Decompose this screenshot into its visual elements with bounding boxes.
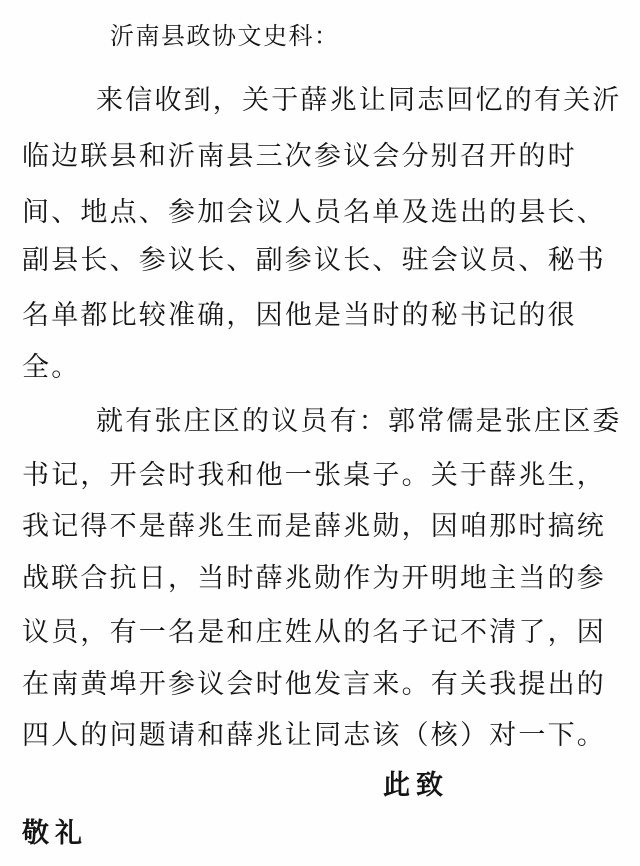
paragraph2-line-4: 战联合抗日，当时薛兆勋作为开明地主当的参 [22, 563, 606, 594]
paragraph2-line-1: 就有张庄区的议员有：郭常儒是张庄区委 [96, 406, 622, 437]
closing: 此致 [383, 770, 449, 801]
salutation: 沂南县政协文史科： [110, 22, 340, 50]
regards: 敬礼 [22, 818, 88, 849]
paragraph2-line-7: 四人的问题请和薛兆让同志该（核）对一下。 [22, 720, 606, 751]
paragraph2-line-2: 书记，开会时我和他一张桌子。关于薛兆生， [22, 460, 606, 491]
paragraph2-line-6: 在南黄埠开参议会时他发言来。有关我提出的 [22, 669, 606, 700]
paragraph1-line-5: 名单都比较准确，因他是当时的秘书记的很 [22, 300, 577, 331]
paragraph1-line-6: 全。 [22, 352, 81, 383]
paragraph1-line-2: 临边联县和沂南县三次参议会分别召开的时 [22, 141, 577, 172]
paragraph1-line-1: 来信收到，关于薛兆让同志回忆的有关沂 [96, 85, 622, 116]
paragraph1-line-4: 副县长、参议长、副参议长、驻会议员、秘书 [22, 245, 606, 276]
paragraph1-line-3: 间、地点、参加会议人员名单及选出的县长、 [22, 197, 606, 228]
paragraph2-line-5: 议员，有一名是和庄姓从的名子记不清了，因 [22, 617, 606, 648]
paragraph2-line-3: 我记得不是薛兆生而是薛兆勋，因咱那时搞统 [22, 511, 606, 542]
